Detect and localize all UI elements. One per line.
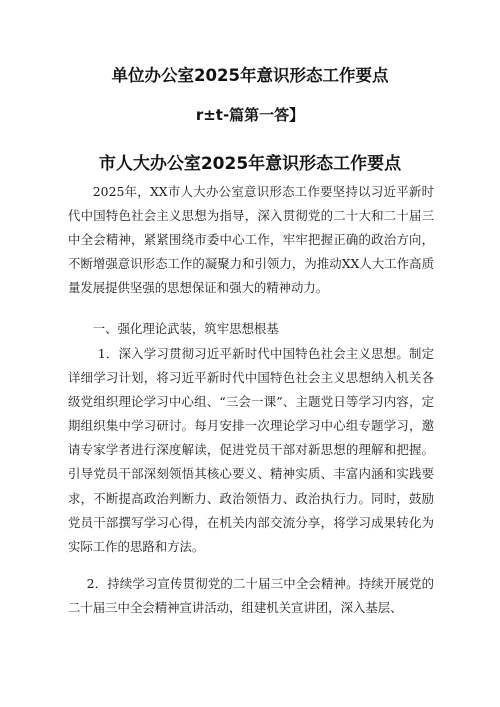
document-subtitle: r±t-篇第一答】 <box>195 106 305 124</box>
document-title: 单位办公室2025年意识形态工作要点 <box>111 66 389 85</box>
section-heading: 市人大办公室2025年意识形态工作要点 <box>98 154 402 174</box>
paragraph-item-1: 1．深入学习贯彻习近平新时代中国特色社会主义思想。制定详细学习计划，将习近平新时代中国特色社会主义思想纳入机关各级党组织理论学习中心组、“三会一课”、主题党日等学习内容，定期组织集中学习研讨。每月安排一次理论学习中心组专题学习，邀请专家学者进行深度解读，促进党员干部对新思想的理解和把握。引导党员干部深刻领悟其核心要义、精神实质、丰富内涵和实践要求，不断提高政治判断力、政治领悟力、政治执行力。同时，鼓励党员干部撰写学习心得，在机关内部交流分享，将学习成果转化为实际工作的思路和方法。 <box>68 346 434 554</box>
intro-paragraph: 2025年，XX市人大办公室意识形态工作要坚持以习近平新时代中国特色社会主义思想为指导，深入贯彻党的二十大和二十届三中全会精神，紧紧围绕市委中心工作，牢牢把握正确的政治方向，不断增强意识形态工作的凝聚力和引领力，为推动XX人大工作高质量发展提供坚强的思想保证和强大的精神动力。 <box>68 184 434 296</box>
subheading-strengthen-theory: 一、强化理论武装，筑牢思想根基 <box>92 321 279 336</box>
paragraph-item-2: 2．持续学习宣传贯彻党的二十届三中全会精神。持续开展党的二十届三中全会精神宣讲活动，组建机关宣讲团，深入基层、 <box>68 576 434 616</box>
